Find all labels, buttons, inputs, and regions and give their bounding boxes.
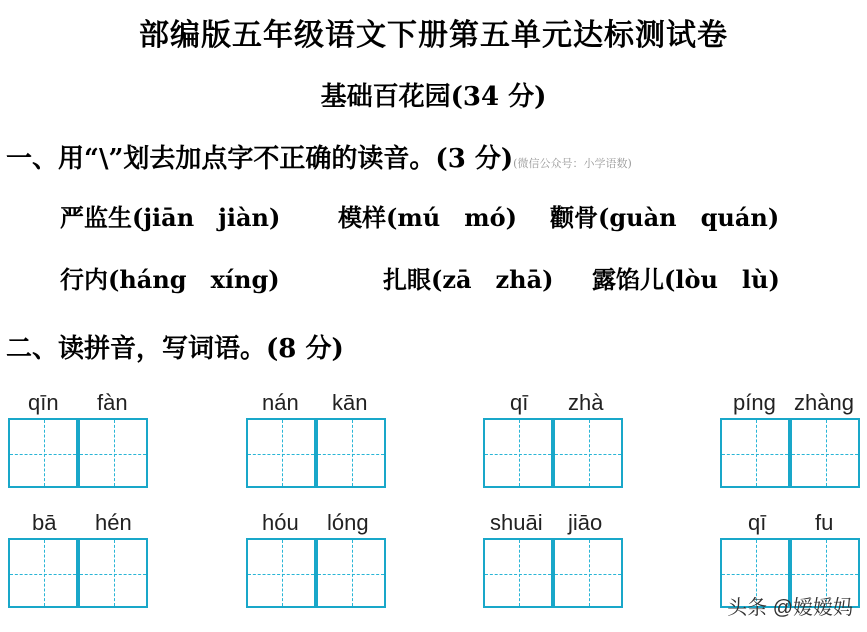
pinyin-label: fàn: [97, 390, 128, 415]
pinyin-label: bā: [32, 510, 57, 535]
page-title: 部编版五年级语文下册第五单元达标测试卷: [139, 18, 728, 53]
writing-box[interactable]: [316, 418, 386, 488]
pronunciation-item: 行内(háng xíng): [60, 265, 280, 294]
pinyin-label: qī: [510, 390, 529, 415]
question-1-heading: [6, 138, 632, 175]
pinyin-label: hén: [95, 510, 132, 535]
pinyin-label: hóu: [262, 510, 299, 535]
writing-box[interactable]: [246, 538, 316, 608]
pinyin-label: nán: [262, 390, 299, 415]
watermark-text: 头条 @嫒嫒妈: [727, 597, 853, 619]
source-note: (微信公众号：小学语数): [513, 157, 632, 170]
pronunciation-item: 严监生(jiān jiàn): [60, 203, 281, 232]
pinyin-label: qī: [748, 510, 767, 535]
pinyin-label: fu: [815, 510, 834, 535]
question-1-text: 一、用“\”划去加点字不正确的读音。(3 分): [6, 144, 514, 174]
pinyin-label: kān: [332, 390, 368, 415]
writing-box[interactable]: [8, 418, 78, 488]
pinyin-label: zhà: [568, 390, 604, 415]
pronunciation-item: 露馅儿(lòu lù): [592, 265, 780, 294]
writing-box[interactable]: [790, 418, 860, 488]
writing-box[interactable]: [246, 418, 316, 488]
writing-box[interactable]: [483, 418, 553, 488]
pronunciation-item: 扎眼(zā zhā): [383, 265, 554, 294]
writing-box[interactable]: [553, 538, 623, 608]
pinyin-label: qīn: [28, 390, 59, 415]
pinyin-label: píng: [733, 390, 776, 415]
pronunciation-item: 模样(mú mó): [338, 203, 517, 232]
pronunciation-item: 颧骨(guàn quán): [550, 203, 780, 232]
writing-box[interactable]: [78, 418, 148, 488]
pinyin-label: shuāi: [490, 510, 543, 535]
writing-box[interactable]: [78, 538, 148, 608]
section-subtitle: 基础百花园(34 分): [320, 82, 547, 112]
writing-box[interactable]: [316, 538, 386, 608]
writing-box[interactable]: [483, 538, 553, 608]
pinyin-label: zhàng: [794, 390, 854, 415]
writing-box[interactable]: [553, 418, 623, 488]
writing-box[interactable]: [720, 418, 790, 488]
question-2-heading: 二、读拼音，写词语。(8 分): [6, 334, 344, 364]
pinyin-label: lóng: [327, 510, 369, 535]
pinyin-label: jiāo: [568, 510, 603, 535]
writing-box[interactable]: [8, 538, 78, 608]
